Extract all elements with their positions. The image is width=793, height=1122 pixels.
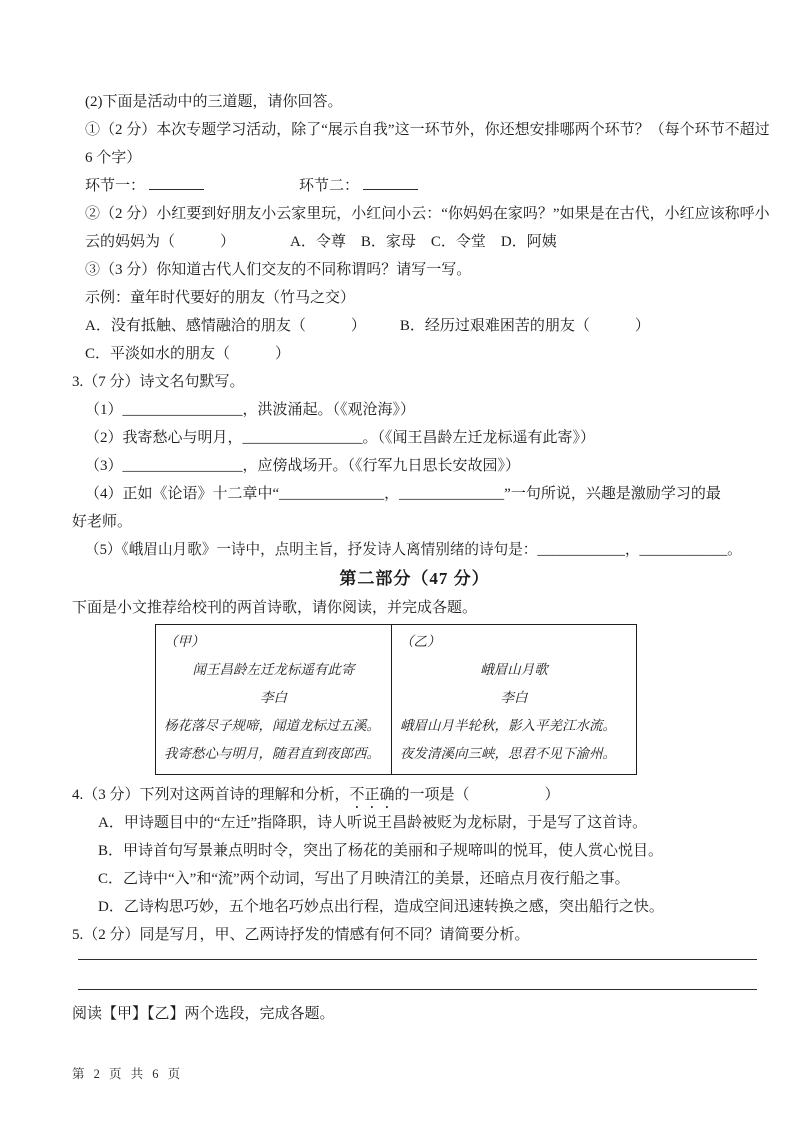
q3-option-c: C．平淡如水的朋友（ ） bbox=[85, 346, 291, 362]
answer-rule-1 bbox=[78, 949, 757, 960]
q4-stem-after: 的一项是（ ） bbox=[394, 787, 560, 803]
q1-blank-row bbox=[72, 172, 757, 200]
q1-stem-line-1: ①（2 分）本次专题学习活动，除了“展示自我”这一环节外，你还想安排哪两个环节？（每个环节不超过 bbox=[85, 122, 770, 138]
answer-blank-2 bbox=[363, 175, 418, 190]
q1-stem-line-2: 6 个字） bbox=[85, 150, 142, 166]
dictation-item-4-line-2: 好老师。 bbox=[72, 514, 133, 530]
dictation-item-4-line-1: （4）正如《论语》十二章中“______________，______________”一句所说，兴趣是激励学习的最 bbox=[85, 486, 721, 502]
q4-option-a: A．甲诗题目中的“左迁”指降职，诗人听说王昌龄被贬为龙标尉，于是写了这首诗。 bbox=[98, 815, 648, 831]
dictation-item-1: （1）________________，洪波涌起。（《观沧海》） bbox=[85, 402, 416, 418]
part2-intro: 下面是小文推荐给校刊的两首诗歌，请你阅读，并完成各题。 bbox=[72, 600, 478, 616]
q4-stem bbox=[72, 781, 757, 809]
poem-yi-title: 峨眉山月歌 bbox=[480, 662, 548, 677]
q2-stem-line-1: ②（2 分）小红要到好朋友小云家里玩，小红问小云：“你妈妈在家吗？”如果是在古代，小红应该称呼小 bbox=[85, 206, 770, 222]
q2-choice-options: A．令尊 B．家母 C．令堂 D．阿姨 bbox=[290, 234, 557, 250]
poem-jia-label: （甲） bbox=[164, 634, 205, 649]
poem-jia-verse-2: 我寄愁心与明月，随君直到夜郎西。 bbox=[164, 746, 380, 761]
q4-option-c: C．乙诗中“入”和“流”两个动词，写出了月映清江的美景，还暗点月夜行船之事。 bbox=[98, 871, 630, 887]
poem-yi-label: （乙） bbox=[400, 634, 441, 649]
q4-option-b: B．甲诗首句写景兼点明时令，突出了杨花的美丽和子规啼叫的悦耳，使人赏心悦目。 bbox=[98, 843, 664, 859]
q2-stem-line-2 bbox=[72, 228, 757, 256]
poem-jia-title: 闻王昌龄左迁龙标遥有此寄 bbox=[192, 662, 355, 677]
poem-yi-verse-2: 夜发清溪向三峡，思君不见下渝州。 bbox=[400, 746, 616, 761]
dictation-item-2: （2）我寄愁心与明月，________________。（《闻王昌龄左迁龙标遥有此寄》） bbox=[85, 430, 596, 446]
q4-stem-emphasis: 不正确 bbox=[349, 787, 395, 803]
q2-stem-tail: 云的妈妈为（ ） bbox=[85, 234, 236, 250]
reading-intro: 阅读【甲】【乙】两个选段，完成各题。 bbox=[72, 1006, 335, 1022]
poem-jia-author: 李白 bbox=[260, 690, 287, 705]
activity-intro: (2)下面是活动中的三道题，请你回答。 bbox=[85, 94, 343, 110]
poem-table bbox=[155, 624, 637, 775]
answer-rule-2 bbox=[78, 960, 757, 990]
q3-options-ab bbox=[72, 312, 757, 340]
poem-cell-jia bbox=[156, 625, 391, 774]
poem-cell-yi bbox=[391, 625, 636, 774]
page-content bbox=[72, 88, 770, 1028]
q3-stem: ③（3 分）你知道古代人们交友的不同称谓吗？请写一写。 bbox=[85, 262, 472, 278]
q3-example: 示例：童年时代要好的朋友（竹马之交） bbox=[85, 290, 356, 306]
q3-option-a: A．没有抵触、感情融洽的朋友（ ） bbox=[85, 318, 366, 334]
poem-yi-verse-1: 峨眉山月半轮秋，影入平羌江水流。 bbox=[400, 718, 616, 733]
q4-stem-before: 4.（3 分）下列对这两首诗的理解和分析， bbox=[72, 787, 350, 803]
part2-heading: 第二部分（47 分） bbox=[339, 569, 490, 588]
q5-stem: 5.（2 分）同是写月，甲、乙两诗抒发的情感有何不同？请简要分析。 bbox=[72, 927, 530, 943]
dictation-item-3: （3）________________，应傍战场开。（《行军九日思长安故园》） bbox=[85, 458, 521, 474]
blank-label-2: 环节二： bbox=[299, 178, 360, 194]
dictation-stem: 3.（7 分）诗文名句默写。 bbox=[72, 374, 245, 390]
q4-option-d: D．乙诗构思巧妙，五个地名巧妙点出行程，造成空间迅速转换之感，突出船行之快。 bbox=[98, 899, 664, 915]
page-footer: 第 2 页 共 6 页 bbox=[72, 1067, 184, 1081]
poem-jia-verse-1: 杨花落尽子规啼，闻道龙标过五溪。 bbox=[164, 718, 380, 733]
blank-label-1: 环节一： bbox=[85, 178, 146, 194]
poem-yi-author: 李白 bbox=[500, 690, 528, 705]
q3-option-b: B．经历过艰难困苦的朋友（ ） bbox=[399, 318, 650, 334]
dictation-item-5: （5）《峨眉山月歌》一诗中，点明主旨，抒发诗人离情别绪的诗句是：____________，____________。 bbox=[85, 542, 742, 558]
answer-blank-1 bbox=[149, 175, 204, 190]
